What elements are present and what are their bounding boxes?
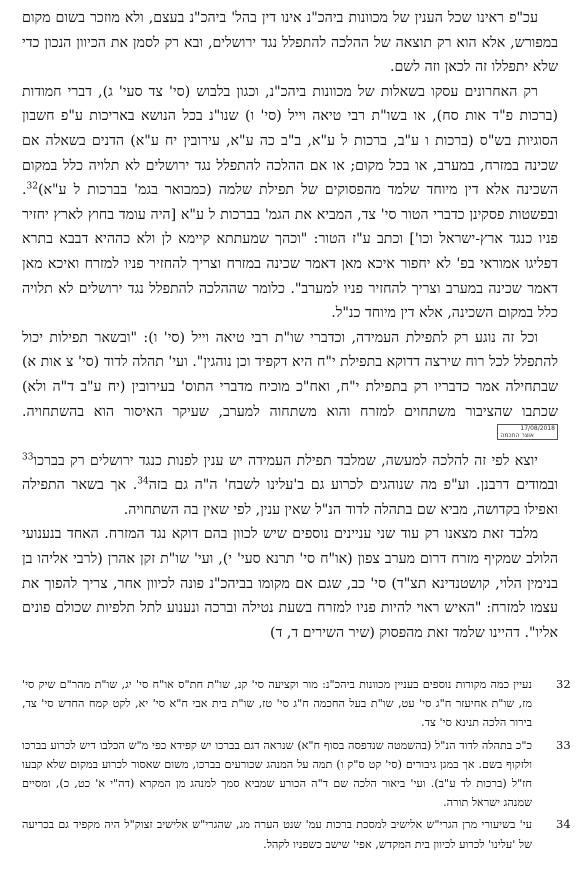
footnote-ref-34[interactable]: 34	[137, 476, 149, 487]
paragraph-2	[22, 80, 558, 326]
footnote-ref-32[interactable]: 32	[26, 181, 38, 192]
paragraph-2-head: רק האחרונים עסקו בשאלות של מכוונות ביהכ"נ, וכגון בלבוש (סי' צד סעי' ג), דברי חמודות (ברכות פ"ד אות סח), או בשו"ת רבי טיאה וייל (סי' ו) שנו"נ בכל הנושא באריכות ע"פ חשבון הסוגיות בש"ס (ברכות ו ע"ב, ברכות ל ע"א, ב"ב כה ע"א, עירובין יח ע"א) הדנים בשאלה אם שכינה במזרח, במערב, או בכל מקום; או אם ההלכה להתפלל נגד ירושלים לא תלויה כלל במקום השכינה אלא דין מיוחד שלמד מהפסוקים של תפילת שלמה (כמבואר בגמ' בברכות ל ע"א)	[22, 83, 558, 199]
footnote-ref-33[interactable]: 33	[22, 451, 34, 462]
library-stamp	[497, 424, 558, 440]
footnote-number: 32	[556, 677, 571, 691]
paragraph-2-tail: . ובפשטות פסקינן כדברי הטור סי' צד, המביא את הגמ' בברכות ל ע"א [היה עומד בחוץ לארץ יחזיר פניו כנגד ארץ-ישראל וכו'] וכתב ע"ז הטור: "וכהך שמעתתא קיימא לן ולא כההיא דבבא בתרא דפליגו אמוראי בפ' לא יחפור איכא מאן דאמר שכינה במזרח וצריך להחזיר פניו למזרח ואיכא מאן דאמר שכינה במערב וצריך להחזיר פניו למערב". כלומר שההלכה להתפלל נגד ירושלים לא תלויה כלל במקום השכינה, אלא דין מיוחד כנ"ל.	[22, 182, 558, 322]
footnote-number: 33	[556, 737, 571, 752]
paragraph-5: מלבד זאת מצאנו רק עוד שני עניינים נוספים שיש לכוון בהם דוקא נגד המזרח. האחד בנענועי הלולב שמקיף מזרח דרום מערב צפון (או"ח סי' תרנא סעי' י), ועי' שו"ת זקן אהרן (לרבי אליהו בן בנימין הלוי, קושטנדינא תצ"ד) סי' כב, שגם אם מקומו בביהכ"נ פונה לכיוון אחר, צריך להפוך את עצמו למזרח: "האיש ראוי להיות פניו למזרח בשעת נטילה וברכה ונענוע לתל תלפיות שכולם פונים אליו". דהיינו שלמד זאת מהפסוק (שיר השירים ד, ד)	[22, 526, 558, 641]
footnote-number: 34	[556, 817, 571, 832]
paragraph-4-mid: ובמודים דרבנן. וע"פ מה שנוהגים לכרוע גם ב'עלינו לשבח' ה"ה גם בזה	[148, 477, 558, 494]
paragraph-1: עכ"פ ראינו שכל הענין של מכוונות ביהכ"נ אינו דין בהל' ביהכ"נ בעצם, ולא מוזכר בשום מקום במפורש, אלא הוא רק תוצאה של ההלכה להתפלל נגד ירושלים, ובא רק לסמן את הכיוון הנכון כדי שלא יתפללו זה לכאן וזה לשם.	[22, 10, 558, 76]
footnote-text: כ"כ בתהלה לדוד הנ"ל (בהשמטה שנדפסה בסוף ח"א) שנראה דגם בברכו יש קפידא כפי מ"ש הכלבו דיש לכרוע בברכו ולזקוף בשם. אך במגן גיבורים (סי' קט ס"ק ו) תמה על המנהג שכורעים בברכו, משום שאסור לכרוע במקום שלא קבעו חז"ל (ברכות לד ע"ב). ועי' ביאור הלכה שם ד"ה הכורע שמביא סמך למנהג מן המקרא (דה"י א' כט, כ), ומסיים שמנהג ישראל תורה.	[22, 738, 532, 810]
footnote-text: נעיין כמה מקורות נוספים בעניין מכוונות ביהכ"נ: מור וקציעה סי' קנ, שו"ת חת"ס או"ח סי' יג, שו"ת מהר"ם שיק סי' מז, שו"ת אחיעזר ח"ג סי' עט, שו"ת בעל החכמה ח"ג סי' טז, שו"ת בית אבי ח"א סי' יא, לקט קמח החדש סי' צד, בירור הלכה תנינא סי' צד.	[22, 678, 532, 730]
stamp-date: 17/08/2018	[520, 425, 555, 433]
footnote-33	[22, 736, 571, 813]
paragraph-4-head: יוצא לפי זה להלכה למעשה, שמלבד תפילת העמידה יש ענין לפנות כנגד ירושלים רק בברכו	[33, 452, 538, 469]
footnotes-section	[22, 675, 571, 857]
paragraph-3	[22, 326, 558, 449]
footnote-34	[22, 815, 571, 853]
paragraph-4	[22, 449, 558, 523]
paragraph-3-text: וכל זה נוגע רק לתפילת העמידה, וכדברי שו"ת רבי טיאה וייל (סי' ו): "ובשאר תפילות יכול להתפלל לכל רוח שירצה דדוקא בתפילת י"ח היא דקפיד וכן נוהגין". ועי' תהלה לדוד (סי' צ אות א) שבתחילה אמר כדבריו רק בתפילת י"ח, ואח"כ מוכיח מדברי התוס' בעירובין (יח ע"ב ד"ה ולא) שכתבו שהציבור משתחוים למזרח והוא משתחוה למערב, שעיקר האיסור הוא בהשתחויה.	[22, 329, 558, 420]
footnote-32	[22, 675, 571, 733]
stamp-label: אוצר החכמה	[500, 432, 534, 440]
paragraph-4-tail: . אך בשאר התפילה ואפילו בקדושה, מביא שם בתהלה לדוד הנ"ל שאין ענין, לפי שאין בה השתחויה.	[22, 477, 558, 518]
footnote-text: עי' בשיעורי מרן הגרי"ש אלישיב למסכת ברכות עמ' שנט הערה מג, שהגרי"ש אלישיב זצוק"ל היה מקפיד גם בכריעה של 'עלינו' לכרוע לכיוון בית המקדש, אפי' שישב כשפניו לקהל.	[22, 818, 532, 851]
main-text	[22, 6, 558, 645]
